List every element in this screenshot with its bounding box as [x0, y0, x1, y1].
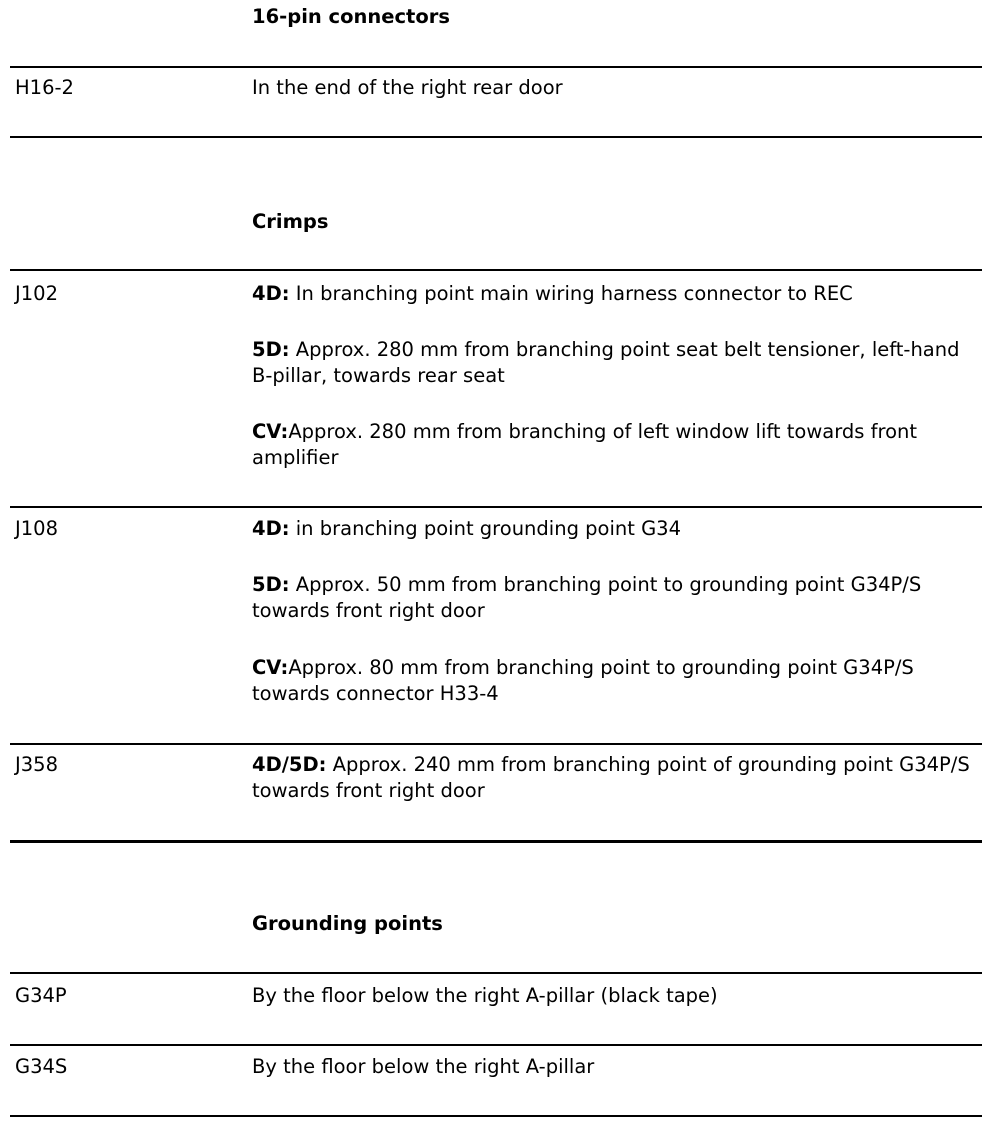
crimp-code: J102	[15, 282, 58, 305]
crimp-entry	[252, 516, 982, 542]
table-rule	[10, 1115, 982, 1117]
crimp-entry	[252, 655, 982, 707]
variant-label: 5D:	[252, 573, 290, 596]
table-rule	[10, 269, 982, 271]
variant-label: 4D/5D:	[252, 753, 327, 776]
table-rule	[10, 66, 982, 68]
entry-text: Approx. 80 mm from branching point to grounding point G34P/S towards connector H33-4	[252, 656, 914, 705]
section-heading-16-pin-connectors: 16-pin connectors	[252, 5, 450, 28]
entry-text: In branching point main wiring harness connector to REC	[289, 282, 853, 305]
table-rule	[10, 136, 982, 138]
crimp-entry	[252, 752, 982, 804]
table-rule	[10, 972, 982, 974]
entry-text: Approx. 280 mm from branching of left window lift towards front amplifier	[252, 420, 918, 469]
entry-text: Approx. 240 mm from branching point of grounding point G34P/S towards front right door	[252, 753, 970, 802]
connector-code: H16-2	[15, 76, 74, 99]
section-heading-grounding-points: Grounding points	[252, 912, 443, 935]
grounding-description: By the floor below the right A-pillar	[252, 1055, 595, 1078]
variant-label: 4D:	[252, 282, 290, 305]
grounding-description: By the floor below the right A-pillar (black tape)	[252, 984, 718, 1007]
table-rule	[10, 743, 982, 745]
crimp-code: J108	[15, 517, 58, 540]
variant-label: CV:	[252, 656, 289, 679]
crimp-code: J358	[15, 753, 58, 776]
crimp-entry	[252, 572, 982, 624]
crimp-entry	[252, 337, 982, 389]
crimp-entry	[252, 281, 982, 307]
entry-text: in branching point grounding point G34	[289, 517, 682, 540]
variant-label: CV:	[252, 420, 289, 443]
table-rule	[10, 840, 982, 843]
variant-label: 5D:	[252, 338, 290, 361]
table-rule	[10, 506, 982, 508]
table-rule	[10, 1044, 982, 1046]
entry-text: Approx. 280 mm from branching point seat belt tensioner, left-hand B-pillar, towards rear seat	[252, 338, 960, 387]
variant-label: 4D:	[252, 517, 290, 540]
connector-description: In the end of the right rear door	[252, 76, 563, 99]
grounding-code: G34S	[15, 1055, 68, 1078]
entry-text: Approx. 50 mm from branching point to grounding point G34P/S towards front right door	[252, 573, 922, 622]
section-heading-crimps: Crimps	[252, 210, 329, 233]
crimp-entry	[252, 419, 982, 471]
grounding-code: G34P	[15, 984, 67, 1007]
